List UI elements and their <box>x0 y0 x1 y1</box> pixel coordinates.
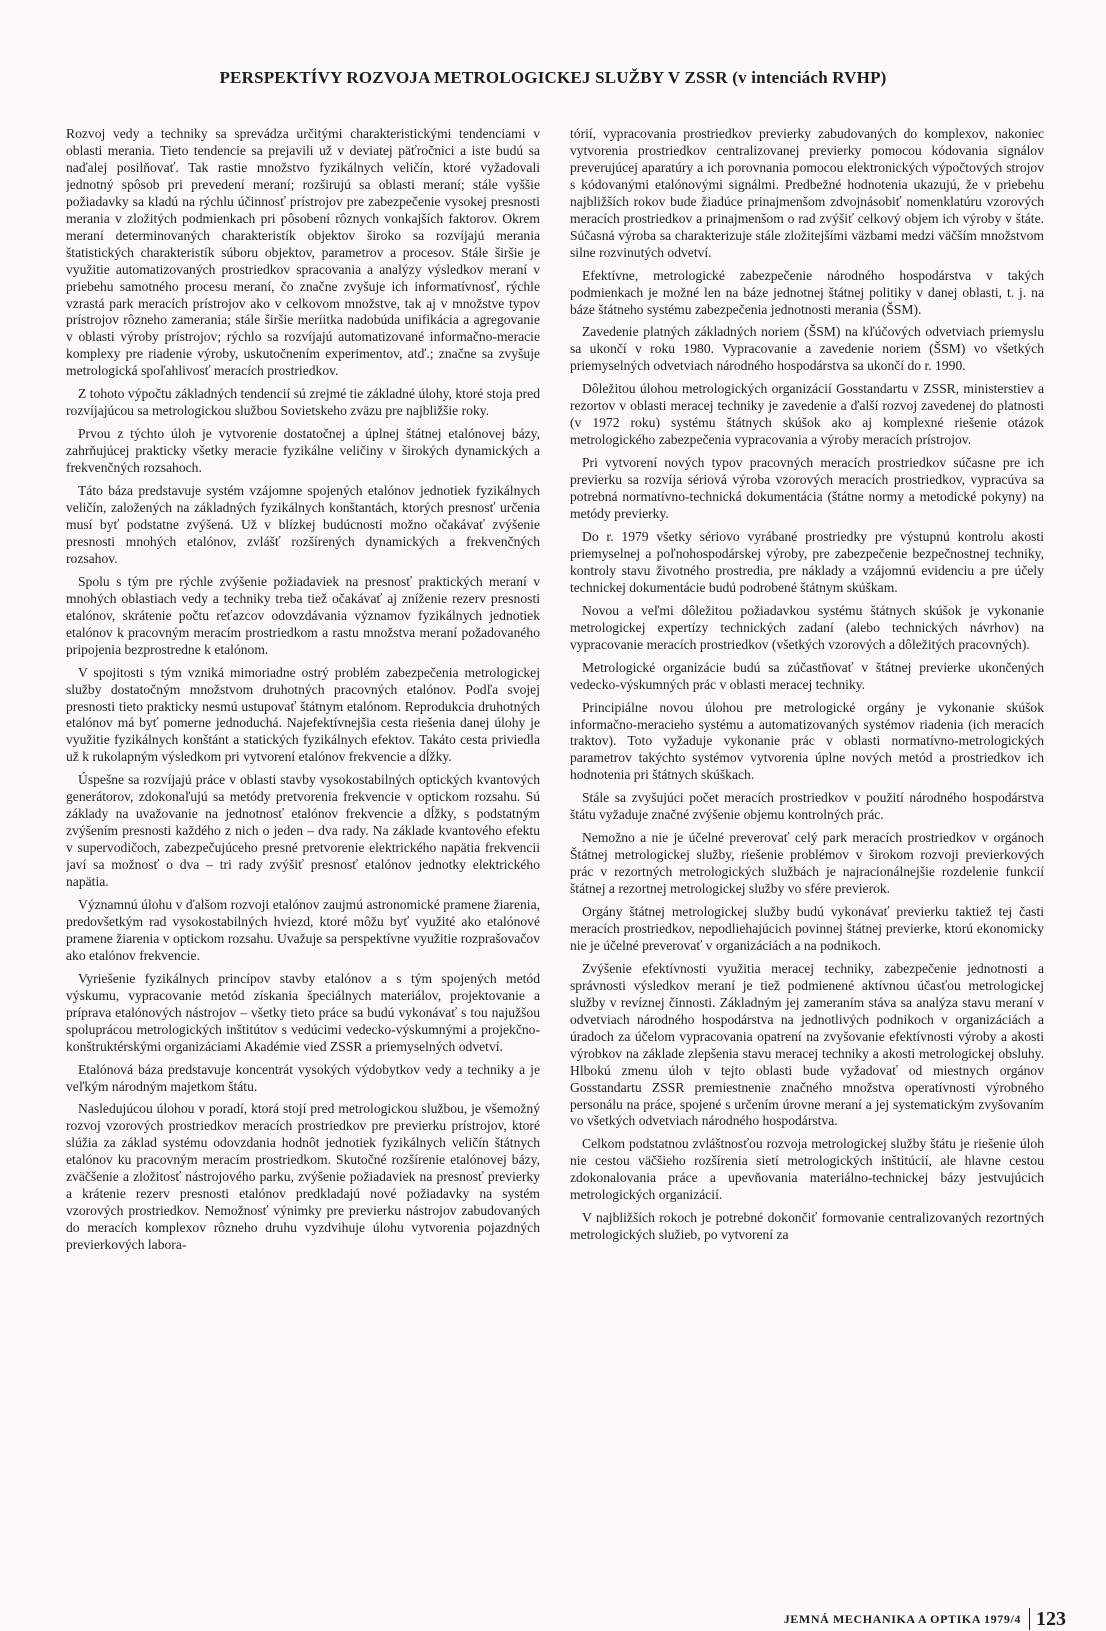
paragraph: Do r. 1979 všetky sériovo vyrábané prostriedky pre výstupnú kontrolu akosti priemyselnej a poľnohospodárskej výroby, pre zabezpečenie bezpečnostnej techniky, kontroly stavu životného prostredia, pre náklady a vzájomnú evidenciu a pre účely technickej dokumentácie budú podrobené štátnym skúškam. <box>570 528 1044 595</box>
paragraph: Principiálne novou úlohou pre metrologické orgány je vykonanie skúšok informačno-meracieho systému a automatizovaných systémov riadenia (ich meracích traktov). Toto vyžaduje vykonanie prác v oblasti normatívno-metrologických parametrov takýchto systémov vytvorenia úplne nových metód a prostriedkov ich hodnotenia pri štátnych skúškach. <box>570 699 1044 783</box>
paragraph: tórií, vypracovania prostriedkov previerky zabudovaných do komplexov, nakoniec vytvorenia prostriedkov centralizovanej previerky pomocou kódovania signálov preverujúcej aparatúry a ich porovnania pomocou elektronických výpočtových strojov s kódovanými etalónovými signálmi. Predbežné hodnotenia ukazujú, že v priebehu najbližších rokov bude žiadúce prinajmenšom zdvojnásobiť nomenklatúru vzorových meracích prostriedkov a prinajmenšom o rad zvýšiť celkový objem ich výroby v štáte. Súčasná výroba sa charakterizuje stále zložitejšími väzbami medzi väčším množstvom silne rozvinutých odvetví. <box>570 126 1044 260</box>
journal-name: JEMNÁ MECHANIKA A OPTIKA 1979/4 <box>783 1611 1021 1626</box>
paragraph: Orgány štátnej metrologickej služby budú vykonávať previerku taktiež tej časti meracích prostriedkov, nepodliehajúcich povinnej štátnej previerke, ktorú ekonomicky nie je účelné preverovať v organizáciách a na podnikoch. <box>570 904 1044 953</box>
paragraph: Celkom podstatnou zvláštnosťou rozvoja metrologickej služby štátu je riešenie úloh nie cestou väčšieho rozšírenia sietí metrologických inštitúcií, ale hlavne cestou zdokonalovania práce a upevňovania materiálno-technickej bázy jestvujúcich metrologických organizácií. <box>570 1136 1044 1203</box>
paragraph: Etalónová báza predstavuje koncentrát vysokých výdobytkov vedy a techniky a je veľkým národným majetkom štátu. <box>66 1061 540 1094</box>
paragraph: Rozvoj vedy a techniky sa sprevádza určitými charakteristickými tendenciami v oblasti merania. Tieto tendencie sa prejavili už v deviatej päťročnici a iste budú sa naďalej posilňovať. Tak rastie množstvo fyzikálnych veličín, ktoré vyžadovali jednotný spôsob pri prevedení meraní; rozširujú sa oblasti meraní; stále vyššie požiadavky sa kladú na rýchlu účinnosť prístrojov pre zabezpečenie vysokej presnosti merania v zložitých podmienkach pri pôsobení rôznych vonkajších faktorov. Okrem meraní determinovaných charakteristík objektov široko sa rozvíjajú merania štatistických charakteristík súboru objektov, parametrov a procesov. Stále širšie je využitie automatizovaných prostriedkov spracovania a analýzy výsledkov meraní v priebehu samotného procesu meraní, čo značne zvyšuje ich informatívnosť, rýchle vzrastá park meracích prístrojov ako v celkovom množstve, tak aj v množstve typov prístrojov rôzneho zamerania; stále širšie meríitka nadobúda unifikácia a agregovanie v oblasti výroby prístrojov; rýchlo sa rozvíjajú automatizované informačno-meracie komplexy pre riadenie výroby, uskutočnením experimentov, atď.; značne sa zvyšuje metrologická spoľahlivosť meracích prostriedkov. <box>66 126 540 379</box>
paragraph: Nemožno a nie je účelné preverovať celý park meracích prostriedkov v orgánoch Štátnej metrologickej služby, riešenie problémov v širokom rozvoji previerkových prác v rezortných metrologických službách je najracionálnejšie rozdelenie funkcií štátnej a rezortnej metrologickej služby vo sfére previerok. <box>570 830 1044 897</box>
paragraph: Zvýšenie efektívnosti využitia meracej techniky, zabezpečenie jednotnosti a správnosti výsledkov meraní je tiež podmienené aktívnou účasťou metrologickej služby v revíznej činnosti. Základným jej zameraním stáva sa analýza stavu meraní v odvetviach národného hospodárstva na jednotlivých podnikoch v organizáciách a úradoch za účelom vypracovania opatrení na zvyšovanie efektívnosti výroby a akosti výrobkov na základe zlepšenia stavu meracej techniky a akosti metrologickej obsluhy. Hlbokú zmenu úloh v tejto oblasti bude vyžadovať od miestnych orgánov Gosstandartu ZSSR premiestnenie značného množstva operatívnosti výrobného personálu na práce, spojené s určením úrovne meraní a jej systematickým zvyšovaním vo všetkých odvetviach národného hospodárstva. <box>570 960 1044 1129</box>
article-body <box>66 126 1044 1566</box>
paragraph: Stále sa zvyšujúci počet meracích prostriedkov v použití národného hospodárstva štátu vyžaduje značné zvýšenie objemu kontrolných prác. <box>570 790 1044 823</box>
page-title: PERSPEKTÍVY ROZVOJA METROLOGICKEJ SLUŽBY V ZSSR (v intenciách RVHP) <box>219 68 887 87</box>
paragraph: Dôležitou úlohou metrologických organizácií Gosstandartu v ZSSR, ministerstiev a rezortov v oblasti meracej techniky je zavedenie a ďalší rozvoj zavedenej do platnosti (v 1972 roku) systému štátnych skúšok ako aj komplexné riešenie otázok metrologického zabezpečenia vypracovania a výroby meracích prístrojov. <box>570 381 1044 448</box>
paragraph: Nasledujúcou úlohou v poradí, ktorá stojí pred metrologickou službou, je všemožný rozvoj vzorových prostriedkov meracích prostriedkov pre previerku prístrojov, ktoré slúžia za základ systému odovzdania hodnôt jednotiek fyzikálnych veličín štátnych etalónov ku pracovným meracím prostriedkom. Skutočné rozšírenie etalónovej bázy, zväčšenie a zložitosť nástrojového parku, zvýšenie požiadaviek na presnosť previerky a krátenie rezerv presnosti etalónov predkladajú nové požiadavky na systém vzorových prostriedkov. Nemožnosť výnimky pre previerku nástrojov zabudovaných do meracích komplexov rôzneho druhu vyzdvihuje úlohu vytvorenia pojazdných previerkových labora- <box>66 1101 540 1253</box>
paragraph: V najbližších rokoch je potrebné dokončiť formovanie centralizovaných rezortných metrologických služieb, po vytvorení za <box>570 1210 1044 1243</box>
paragraph: Úspešne sa rozvíjajú práce v oblasti stavby vysokostabilných optických kvantových generátorov, zdokonaľujú sa metódy pretvorenia frekvencie v optickom rozsahu. Sú základy na uvažovanie na jednotnosť etalónov frekvencie a dĺžky, s podstatným zvýšením presnosti každého z nich o jeden – dva rady. Na základe kvantového efektu v supervodičoch, zabezpečujúceho presné pretvorenie elektrického napätia frekvencii javí sa možnosť o dva – tri rady zvýšiť presnosť etalónov jednotky elektrického napätia. <box>66 772 540 890</box>
paragraph: V spojitosti s tým vzniká mimoriadne ostrý problém zabezpečenia metrologickej služby dostatočným množstvom druhotných pracovných etalónov. Podľa svojej presnosti tieto prakticky nesmú ustupovať štátnym etalónom. Reprodukcia druhotných etalónov má byť pomerne jednoduchá. Najefektívnejšia cesta riešenia danej úlohy je využitie fyzikálnych konštánt a statických fyzikálnych efektov. Takáto cesta priviedla už k rukolapným výsledkom pri vytvorení etalónov frekvencie a dĺžky. <box>66 664 540 765</box>
paragraph: Prvou z týchto úloh je vytvorenie dostatočnej a úplnej štátnej etalónovej bázy, zahrňujúcej prakticky všetky meracie fyzikálne veličiny v širokých dynamických a frekvenčných rozsahoch. <box>66 426 540 476</box>
left-column <box>66 126 540 1566</box>
paragraph: Metrologické organizácie budú sa zúčastňovať v štátnej previerke ukončených vedecko-výskumných prác v oblasti meracej techniky. <box>570 659 1044 692</box>
paragraph: Spolu s tým pre rýchle zvýšenie požiadaviek na presnosť praktických meraní v mnohých oblastiach vedy a techniky treba tiež očakávať aj zníženie rezerv presnosti etalónov, skrátenie počtu reťazcov odovzdávania významov fyzikálnych jednotiek etalónov k pracovným meracím prostriedkom a rastu množstva meraní požadovaného pripojenia bezprostredne k etalónom. <box>66 573 540 657</box>
page-footer <box>600 1608 1066 1630</box>
right-column <box>570 126 1044 1566</box>
page-number: 123 <box>1036 1607 1066 1630</box>
paragraph: Novou a veľmi dôležitou požiadavkou systému štátnych skúšok je vykonanie metrologickej expertízy technických zadaní (alebo technických návrhov) na vypracovanie meracích prostriedkov (všetkých vzorových a dôležitých pracovných). <box>570 602 1044 652</box>
paragraph: Pri vytvorení nových typov pracovných meracích prostriedkov súčasne pre ich previerku sa rozvíja sériová výroba vzorových meracích prostriedkov, vypracúva sa potrebná normatívno-technická dokumentácia (štátne normy a metodické pokyny) na metódy previerky. <box>570 455 1044 522</box>
paragraph: Zavedenie platných základných noriem (ŠSM) na kľúčových odvetviach priemyslu sa ukončí v roku 1980. Vypracovanie a zavedenie noriem (ŠSM) vo všetkých priemyselných odvetviach národného hospodárstva sa ukončí do r. 1990. <box>570 324 1044 374</box>
paragraph: Vyriešenie fyzikálnych princípov stavby etalónov a s tým spojených metód výskumu, vypracovanie metód získania špeciálnych materiálov, projektovanie a príprava etalónových nástrojov – všetky tieto práce sa budú vykonávať s tou najužšou spoluprácou metrologických inštitútov s vedúcimi vedecko-výskumnými a projekčno-konštruktérskými organizáciami Akadémie vied ZSSR a priemyselných odvetví. <box>66 970 540 1054</box>
paragraph: Efektívne, metrologické zabezpečenie národného hospodárstva v takých podmienkach je možné len na báze jednotnej štátnej politiky v danej oblasti, t. j. na báze štátneho systému zabezpečenia jednotnosti merania (ŠSM). <box>570 267 1044 317</box>
paragraph: Z tohoto výpočtu základných tendencií sú zrejmé tie základné úlohy, ktoré stoja pred rozvíjajúcou sa metrologickou službou Sovietskeho zväzu pre najbližšie roky. <box>66 386 540 419</box>
footer-divider <box>1029 1608 1030 1630</box>
paragraph: Významnú úlohu v ďalšom rozvoji etalónov zaujmú astronomické pramene žiarenia, predovšetkým rad vysokostabilných hviezd, ktoré môžu byť využité ako etalónové pramene žiarenia v optickom rozsahu. Uvažuje sa perspektívne využitie rozprašovačov ako etalónov frekvencie. <box>66 896 540 963</box>
paragraph: Táto báza predstavuje systém vzájomne spojených etalónov jednotiek fyzikálnych veličín, založených na základných fyzikálnych konštantách, ktorých presnosť určenia musí byť podstatne zvýšená. Už v blízkej budúcnosti možno očakávať zvýšenie presnosti mnohých etalónov, zvlášť rozšírených dynamických a frekvenčných rozsahov. <box>66 483 540 566</box>
